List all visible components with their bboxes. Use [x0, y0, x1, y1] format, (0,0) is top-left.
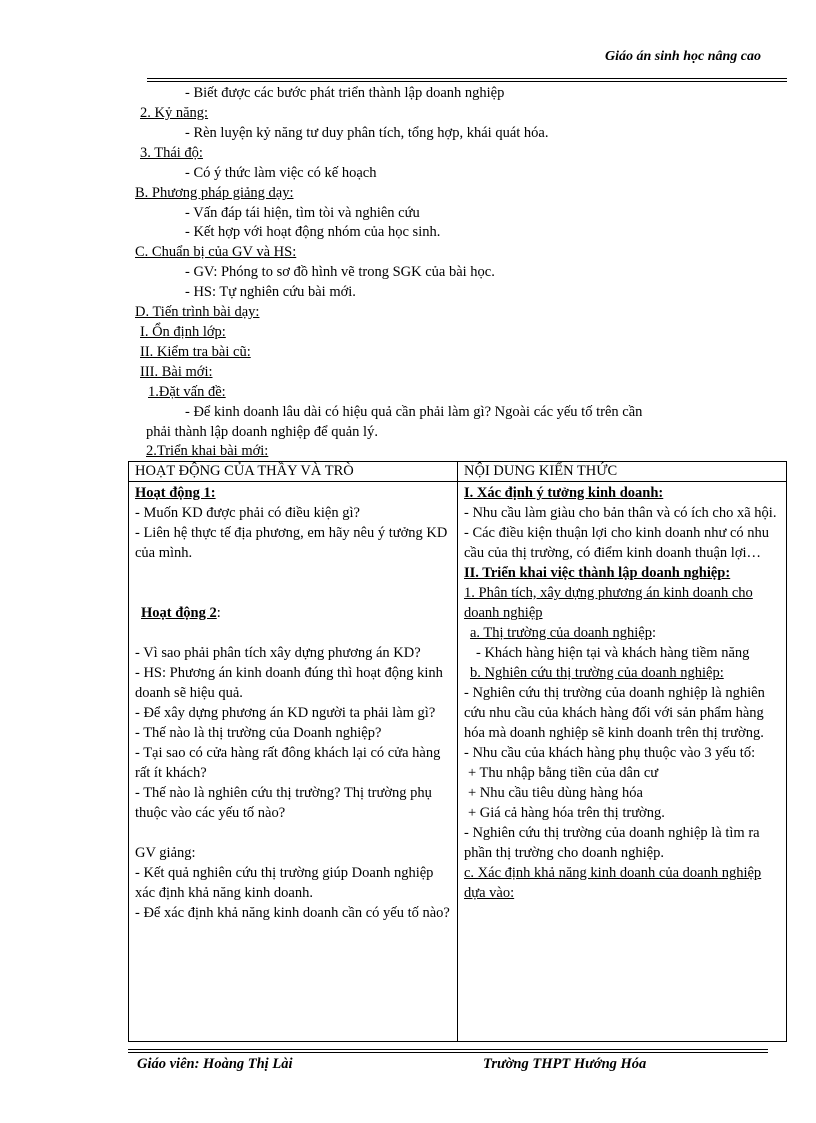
section-1-para-1: - Nhu cầu làm giàu cho bản thân và có ích cho xã hội. [464, 505, 777, 521]
section-2-item-b-para-2: - Nhu cầu của khách hàng phụ thuộc vào 3 yếu tố: [464, 745, 756, 761]
attitude-heading: 3. Thái độ: [140, 145, 203, 161]
table-body-row [129, 482, 787, 1042]
activity-1-question-1: - Muốn KD được phải có điều kiện gì? [135, 505, 360, 521]
header-title: Giáo án sinh học nâng cao [605, 49, 761, 64]
activity-2-question-2: - HS: Phương án kinh doanh đúng thì hoạt động kinh doanh sẽ hiệu quả. [135, 665, 443, 701]
sub-step-2: 2.Triển khai bài mới: [146, 443, 269, 459]
sub-step-1-text-2: phải thành lập doanh nghiệp để quản lý. [146, 424, 378, 440]
section-2-factor-3: + Giá cả hàng hóa trên thị trường. [468, 805, 665, 821]
section-2-factor-2: + Nhu cầu tiêu dùng hàng hóa [468, 785, 643, 801]
skills-heading: 2. Kỷ năng: [140, 105, 209, 121]
section-2-title: II. Triển khai việc thành lập doanh nghiệp: [464, 565, 731, 581]
activity-2-question-6: - Thế nào là nghiên cứu thị trường? Thị trường phụ thuộc vào các yếu tố nào? [135, 785, 432, 821]
prep-heading: C. Chuẩn bị của GV và HS: [135, 244, 297, 260]
activities-cell [129, 482, 458, 1042]
col-header-content: NỘI DUNG KIẾN THỨC [458, 462, 787, 482]
prep-item-2: - HS: Tự nghiên cứu bài mới. [185, 284, 356, 300]
prep-item-1: - GV: Phóng to sơ đồ hình vẽ trong SGK của bài học. [185, 264, 495, 280]
activity-2-question-4: - Thế nào là thị trường của Doanh nghiệp? [135, 725, 382, 741]
method-item-1: - Vấn đáp tái hiện, tìm tòi và nghiên cứu [185, 205, 420, 221]
section-2-item-c: c. Xác định khả năng kinh doanh của doanh nghiệp dựa vào: [464, 865, 762, 901]
section-1-para-2: - Các điều kiện thuận lợi cho kinh doanh như có nhu cầu của thị trường, có điểm kinh doanh thuận lợi… [464, 525, 770, 561]
section-2-item-a-colon: : [651, 625, 656, 641]
section-2-item-b-para-3: - Nghiên cứu thị trường của doanh nghiệp là tìm ra phần thị trường cho doanh nghiệp. [464, 825, 760, 861]
header-rule [147, 78, 787, 79]
sub-step-1: 1.Đặt vấn đề: [148, 384, 226, 400]
activity-2-question-5: - Tại sao có cửa hàng rất đông khách lại có cửa hàng rất ít khách? [135, 745, 441, 781]
activity-1-question-2: - Liên hệ thực tế địa phương, em hãy nêu ý tưởng KD của mình. [135, 525, 448, 561]
section-2-item-a-label: a. Thị trường của doanh nghiệp [470, 625, 652, 641]
step-2: II. Kiểm tra bài cũ: [140, 344, 251, 360]
table-header-row [129, 462, 787, 482]
footer-school: Trường THPT Hướng Hóa [483, 1056, 647, 1072]
teacher-explains-label: GV giảng: [135, 845, 196, 861]
step-3: III. Bài mới: [140, 364, 213, 380]
teacher-explains-1: - Kết quả nghiên cứu thị trường giúp Doanh nghiệp xác định khả năng kinh doanh. [135, 865, 434, 901]
attitude-item: - Có ý thức làm việc có kế hoạch [185, 165, 377, 181]
activity-2-heading [135, 603, 451, 623]
col-header-activities: HOẠT ĐỘNG CỦA THẦY VÀ TRÒ [129, 462, 458, 482]
header-rule-2 [147, 81, 787, 82]
teacher-explains-2: - Để xác định khả năng kinh doanh cần có yếu tố nào? [135, 905, 450, 921]
activity-2-question-1: - Vì sao phải phân tích xây dựng phương án KD? [135, 645, 421, 661]
section-2-item-b: b. Nghiên cứu thị trường của doanh nghiệp: [470, 665, 724, 681]
step-1: I. Ổn định lớp: [140, 324, 226, 340]
activity-2-question-3: - Để xây dựng phương án KD người ta phải làm gì? [135, 705, 436, 721]
footer-rule-2 [128, 1052, 768, 1053]
process-heading: D. Tiến trình bài dạy: [135, 304, 260, 320]
section-2-item-a-text: - Khách hàng hiện tại và khách hàng tiềm năng [476, 645, 750, 661]
skills-item: - Rèn luyện kỷ năng tư duy phân tích, tổng hợp, khái quát hóa. [185, 125, 549, 141]
lesson-table [128, 461, 787, 1042]
objective-line: - Biết được các bước phát triển thành lập doanh nghiệp [185, 85, 505, 101]
method-item-2: - Kết hợp với hoạt động nhóm của học sinh. [185, 224, 441, 240]
activity-1-title: Hoạt động 1: [135, 485, 216, 501]
footer-teacher: Giáo viên: Hoàng Thị Lài [137, 1056, 293, 1072]
sub-step-1-text-1: - Để kinh doanh lâu dài có hiệu quả cần phải làm gì? Ngoài các yếu tố trên cần [185, 404, 643, 420]
section-2-factor-1: + Thu nhập bằng tiền của dân cư [468, 765, 659, 781]
activity-2-colon: : [216, 605, 221, 621]
footer-rule [128, 1049, 768, 1050]
method-heading: B. Phương pháp giảng dạy: [135, 185, 294, 201]
section-2-item-1: 1. Phân tích, xây dựng phương án kinh doanh cho doanh nghiệp [464, 585, 753, 621]
section-2-item-a [464, 623, 780, 643]
content-cell [458, 482, 787, 1042]
section-2-item-b-para-1: - Nghiên cứu thị trường của doanh nghiệp là nghiên cứu nhu cầu của khách hàng đối với sản phẩm hàng hóa mà doanh nghiệp sẽ kinh doanh trên thị trường. [464, 685, 765, 741]
section-1-title: I. Xác định ý tưởng kinh doanh: [464, 485, 664, 501]
activity-2-title: Hoạt động 2 [141, 605, 217, 621]
